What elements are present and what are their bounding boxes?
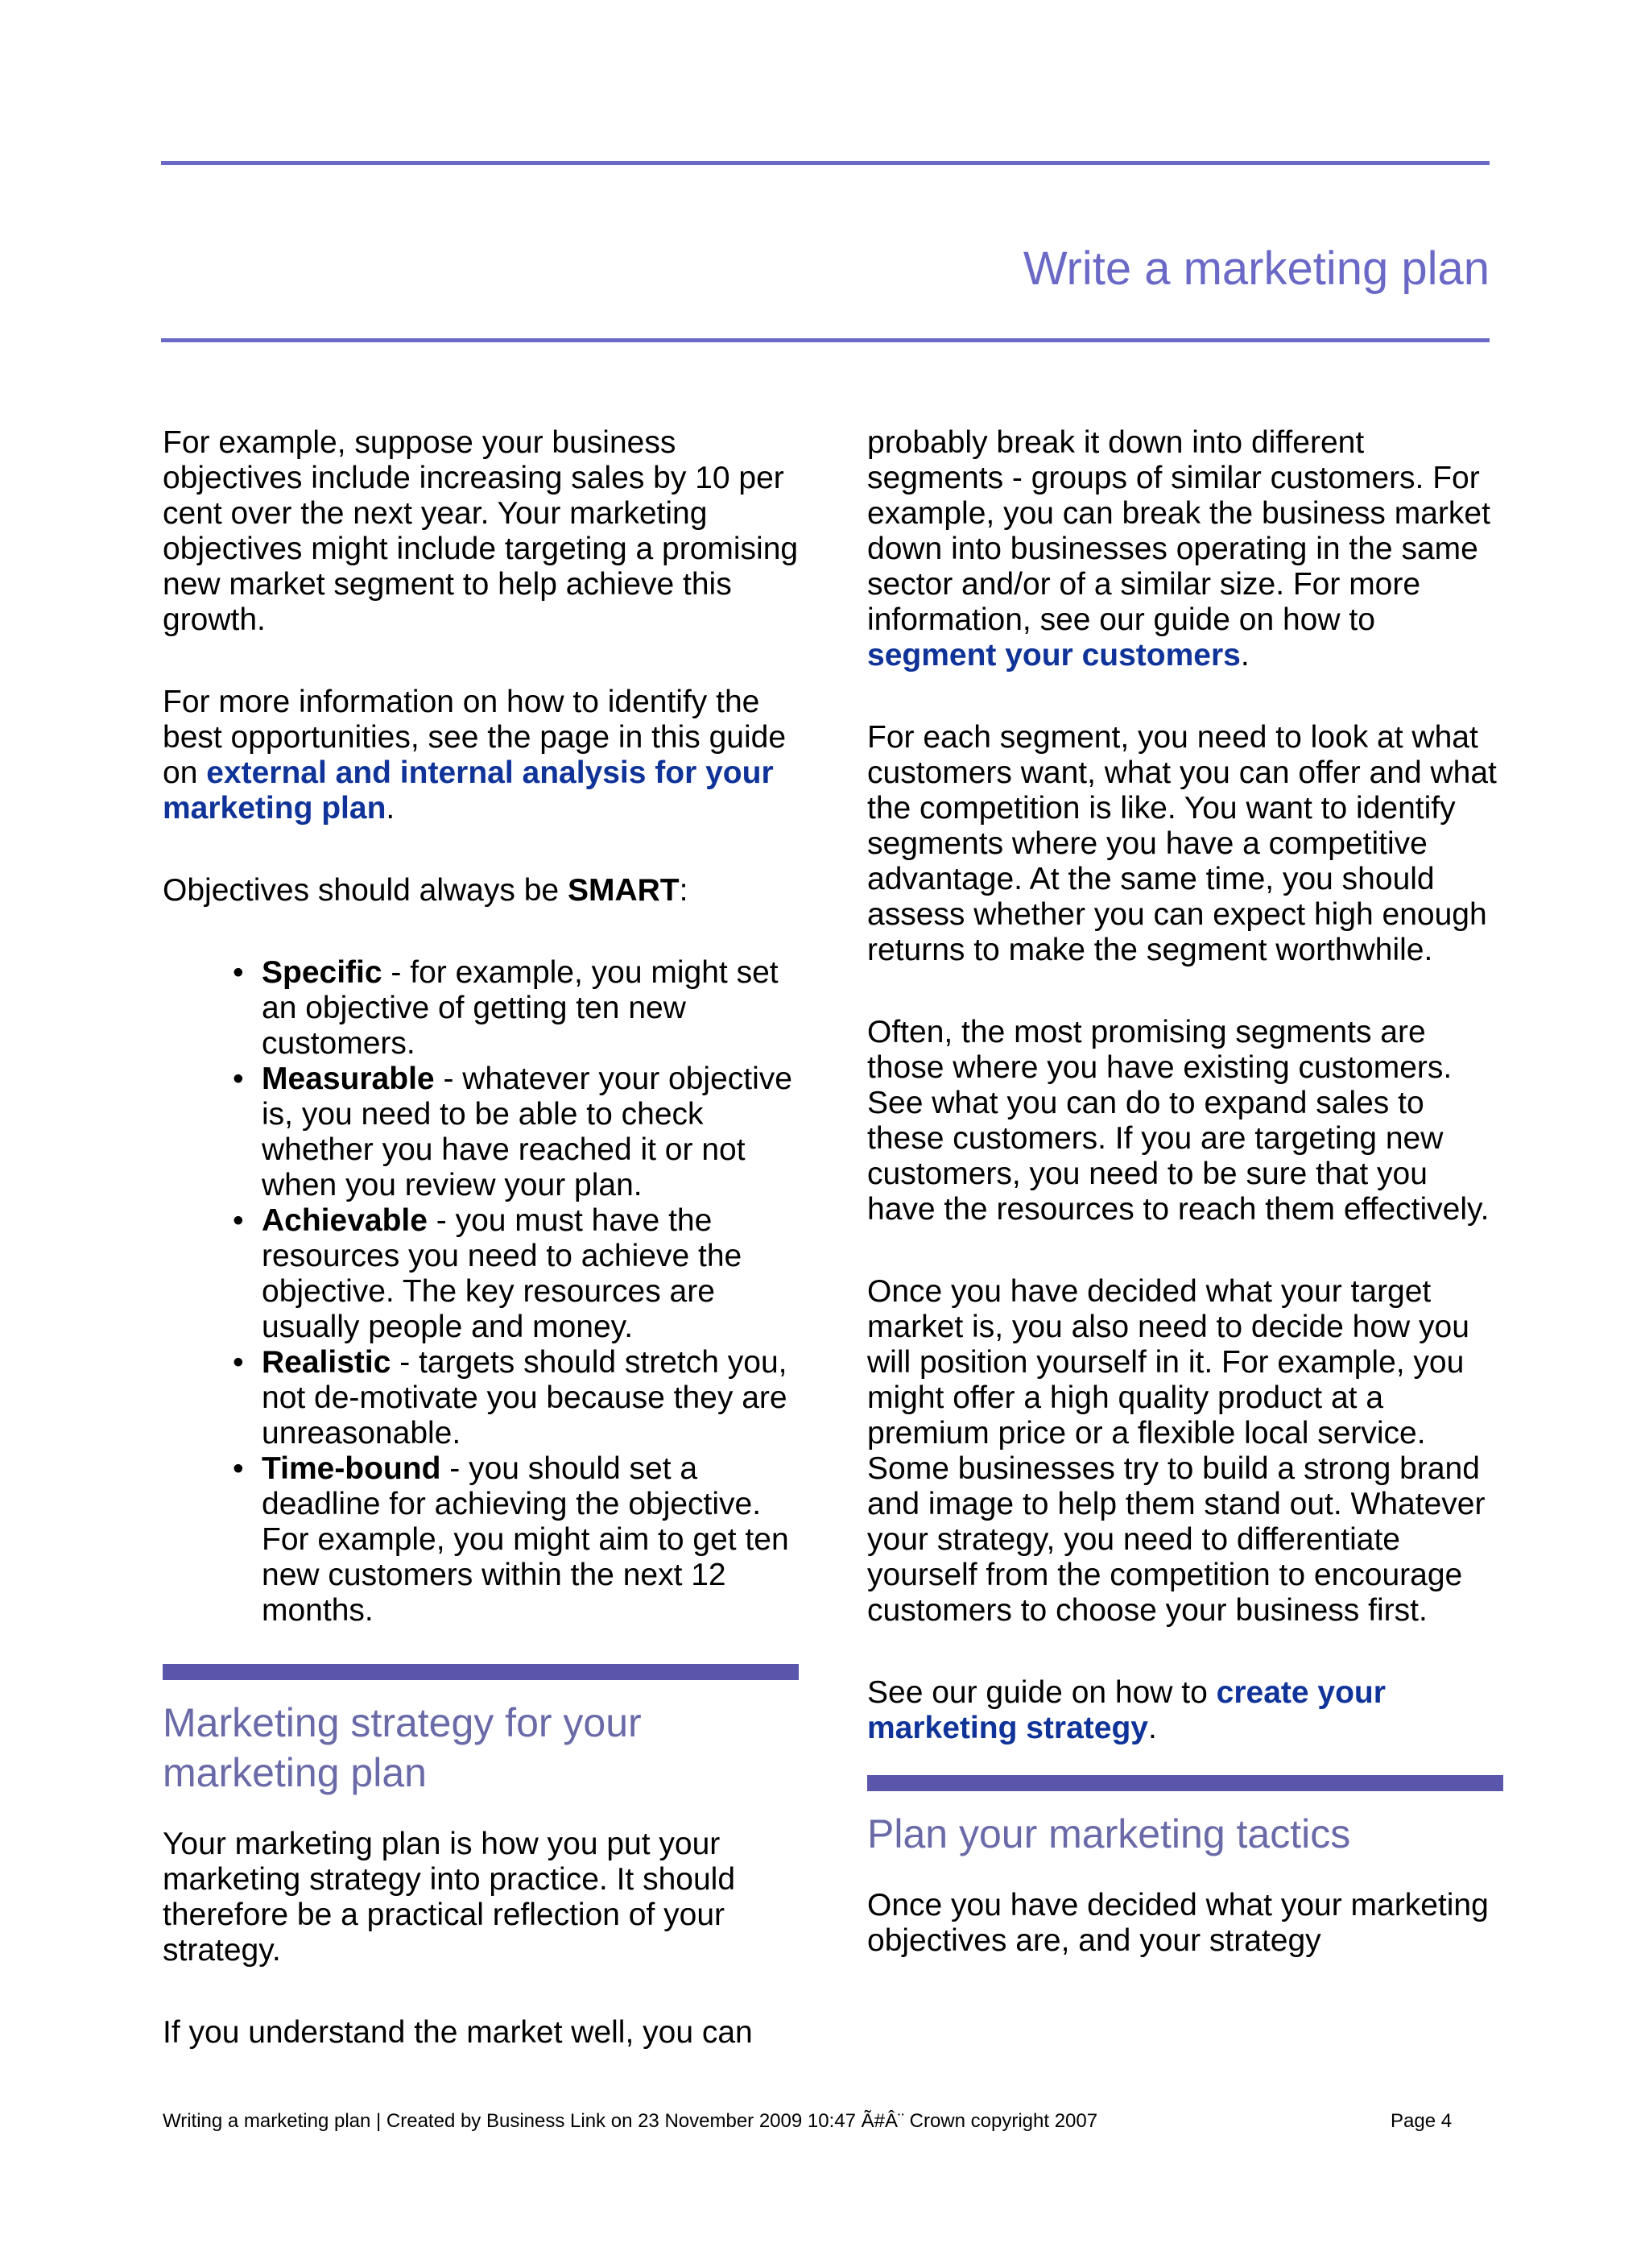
paragraph: Objectives should always be SMART: (163, 873, 688, 908)
bullet-icon: • (233, 1062, 244, 1096)
paragraph: For more information on how to identify the best opportunities, see the page in this guide on external and internal analysis for your marketing plan. (163, 685, 787, 826)
section-divider (867, 1775, 1503, 1791)
paragraph: See our guide on how to create your marketing strategy. (867, 1675, 1386, 1745)
page-title: Write a marketing plan (1023, 242, 1490, 295)
paragraph: probably break it down into different segments - groups of similar customers. For example, you can break the business market down into businesses operating in the same sector and/or of a similar size. For more information, see our guide on how to segment your customers. (867, 425, 1490, 673)
right-column (867, 425, 1503, 2005)
paragraph: For each segment, you need to look at what customers want, what you can offer and what the competition is like. You want to identify segments where you have a competitive advantage. At the same time, you should assess whether you can expect high enough returns to make the segment worthwhile. (867, 720, 1497, 967)
link-external-internal-analysis[interactable]: external and internal analysis for your marketing plan (163, 755, 774, 826)
section-heading: Marketing strategy for your marketing plan (163, 1700, 642, 1795)
list-item: • Measurable - whatever your objective is, you need to be able to check whether you have reached it or not when you review your plan. (233, 1062, 792, 1202)
link-create-marketing-strategy[interactable]: create your marketing strategy (867, 1675, 1386, 1745)
smart-term: SMART (567, 873, 680, 908)
paragraph: Often, the most promising segments are those where you have existing customers. See what you can do to expand sales to these customers. If you are targeting new customers, you need to be sure that you have the resources to reach them effectively. (867, 1015, 1490, 1227)
paragraph: Once you have decided what your target market is, you also need to decide how you will position yourself in it. For example, you might offer a high quality product at a premium price or a flexible local service. Some businesses try to build a strong brand and image to help them stand out. Whatever your strategy, you need to differentiate yourself from the competition to encourage customers to choose your business first. (867, 1274, 1486, 1628)
bullet-icon: • (233, 1203, 244, 1238)
list-item: • Specific - for example, you might set an objective of getting ten new customers. (233, 955, 779, 1061)
paragraph: If you understand the market well, you can (163, 2015, 753, 2050)
list-item: • Realistic - targets should stretch you, not de-motivate you because they are unreasonable. (233, 1345, 787, 1451)
bullet-icon: • (233, 1451, 244, 1486)
page-number: Page 4 (1391, 2110, 1453, 2132)
footer-text: Writing a marketing plan | Created by Business Link on 23 November 2009 10:47 Ã#Â¨ Crown copyright 2007 (163, 2110, 1098, 2132)
section-heading: Plan your marketing tactics (867, 1811, 1351, 1856)
link-segment-customers[interactable]: segment your customers (867, 638, 1241, 673)
paragraph: Once you have decided what your marketing objectives are, and your strategy (867, 1888, 1489, 1958)
bullet-icon: • (233, 1345, 244, 1380)
left-column (163, 425, 799, 2097)
section-divider (163, 1664, 799, 1680)
header-bottom-rule (161, 338, 1490, 342)
header-top-rule (161, 161, 1490, 165)
paragraph: For example, suppose your business objectives include increasing sales by 10 per cent over the next year. Your marketing objectives might include targeting a promising new market segment to help achieve this growth. (163, 425, 799, 637)
bullet-icon: • (233, 955, 244, 990)
smart-list (163, 955, 799, 1629)
list-item: • Time-bound - you should set a deadline for achieving the objective. For example, you might aim to get ten new customers within the next 12 months. (233, 1451, 789, 1628)
list-item: • Achievable - you must have the resources you need to achieve the objective. The key resources are usually people and money. (233, 1203, 742, 1344)
paragraph: Your marketing plan is how you put your marketing strategy into practice. It should therefore be a practical reflection of your strategy. (163, 1827, 736, 1968)
